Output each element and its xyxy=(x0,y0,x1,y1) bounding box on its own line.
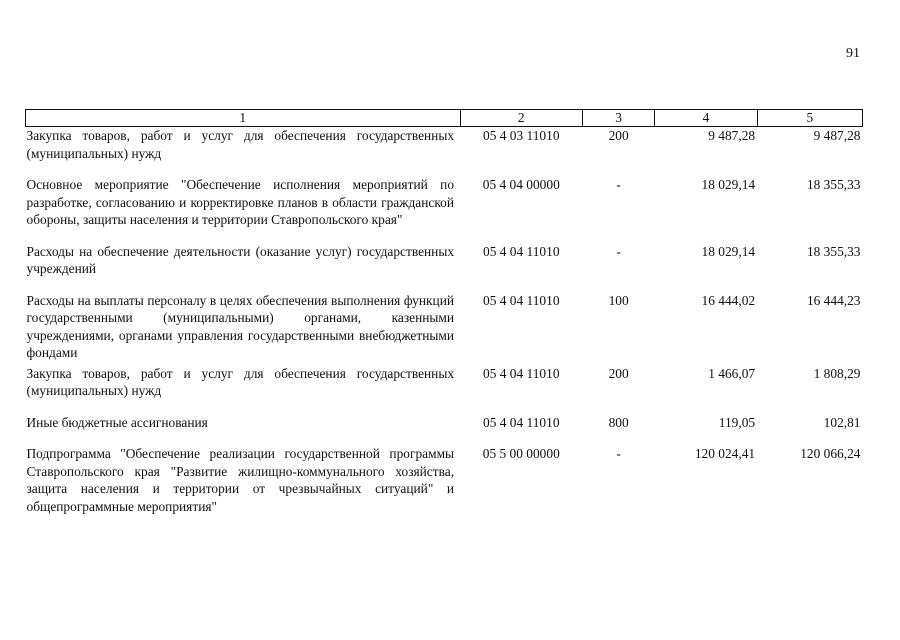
row-code: 05 4 04 11010 xyxy=(483,365,560,381)
row-amount-year2: 120 066,24 xyxy=(800,446,861,461)
page-number: 91 xyxy=(846,46,860,61)
row-code: 05 4 03 11010 xyxy=(483,128,560,143)
column-header-2: 2 xyxy=(460,110,582,127)
row-amount-year2: 16 444,23 xyxy=(806,292,861,308)
table-row xyxy=(26,176,863,243)
row-type: - xyxy=(616,177,621,192)
row-amount-year2: 9 487,28 xyxy=(813,128,861,143)
table-row xyxy=(26,243,863,292)
row-code: 05 5 00 00000 xyxy=(482,446,560,461)
row-type: 100 xyxy=(608,292,629,308)
column-header-3: 3 xyxy=(582,110,654,127)
row-amount-year1: 9 487,28 xyxy=(708,128,756,143)
row-amount-year1: 18 029,14 xyxy=(701,243,756,259)
row-amount-year1: 1 466,07 xyxy=(708,365,756,381)
row-amount-year1: 120 024,41 xyxy=(694,446,756,461)
column-header-1: 1 xyxy=(26,110,461,127)
row-type: - xyxy=(616,243,621,259)
row-code: 05 4 04 11010 xyxy=(483,243,560,259)
row-amount-year1: 16 444,02 xyxy=(701,292,756,308)
row-amount-year2: 18 355,33 xyxy=(806,177,861,192)
column-header-4: 4 xyxy=(655,110,757,127)
row-name: Расходы на выплаты персоналу в целях обеспечения выполнения функций государственными (муниципальными) органами, казенными учреждениями, органами управления государственными внебюджетными фондами xyxy=(26,292,455,360)
row-amount-year2: 1 808,29 xyxy=(813,365,861,381)
row-amount-year1: 119,05 xyxy=(718,414,756,430)
row-name: Расходы на обеспечение деятельности (оказание услуг) государственных учреждений xyxy=(26,243,455,276)
row-name: Закупка товаров, работ и услуг для обеспечения государственных (муниципальных) нужд xyxy=(26,128,455,161)
table-header-row xyxy=(26,110,863,127)
row-name: Подпрограмма "Обеспечение реализации государственной программы Ставропольского края "Развитие жилищно-коммунального хозяйства, защита населения и территории от чрезвычайных ситуаций" и общепрограммные мероприятия" xyxy=(26,446,455,514)
row-code: 05 4 04 00000 xyxy=(482,177,560,192)
row-code: 05 4 04 11010 xyxy=(483,414,560,430)
row-name: Закупка товаров, работ и услуг для обеспечения государственных (муниципальных) нужд xyxy=(26,365,455,398)
row-amount-year2: 18 355,33 xyxy=(806,243,861,259)
table-row xyxy=(26,127,863,177)
row-amount-year1: 18 029,14 xyxy=(701,177,756,192)
row-type: 200 xyxy=(608,365,629,381)
table-row xyxy=(26,292,863,365)
row-type: - xyxy=(616,446,621,461)
table-row xyxy=(26,445,863,515)
row-code: 05 4 04 11010 xyxy=(483,292,560,308)
row-name: Основное мероприятие "Обеспечение исполнения мероприятий по разработке, согласованию и корректировке планов в области гражданской обороны, защиты населения и территории Ставропольского края" xyxy=(26,177,455,227)
row-name: Иные бюджетные ассигнования xyxy=(26,414,208,430)
row-type: 800 xyxy=(608,414,629,430)
row-amount-year2: 102,81 xyxy=(823,414,861,430)
budget-table xyxy=(25,109,863,515)
table-row xyxy=(26,414,863,446)
column-header-5: 5 xyxy=(757,110,862,127)
table-row xyxy=(26,365,863,414)
row-type: 200 xyxy=(608,128,629,143)
